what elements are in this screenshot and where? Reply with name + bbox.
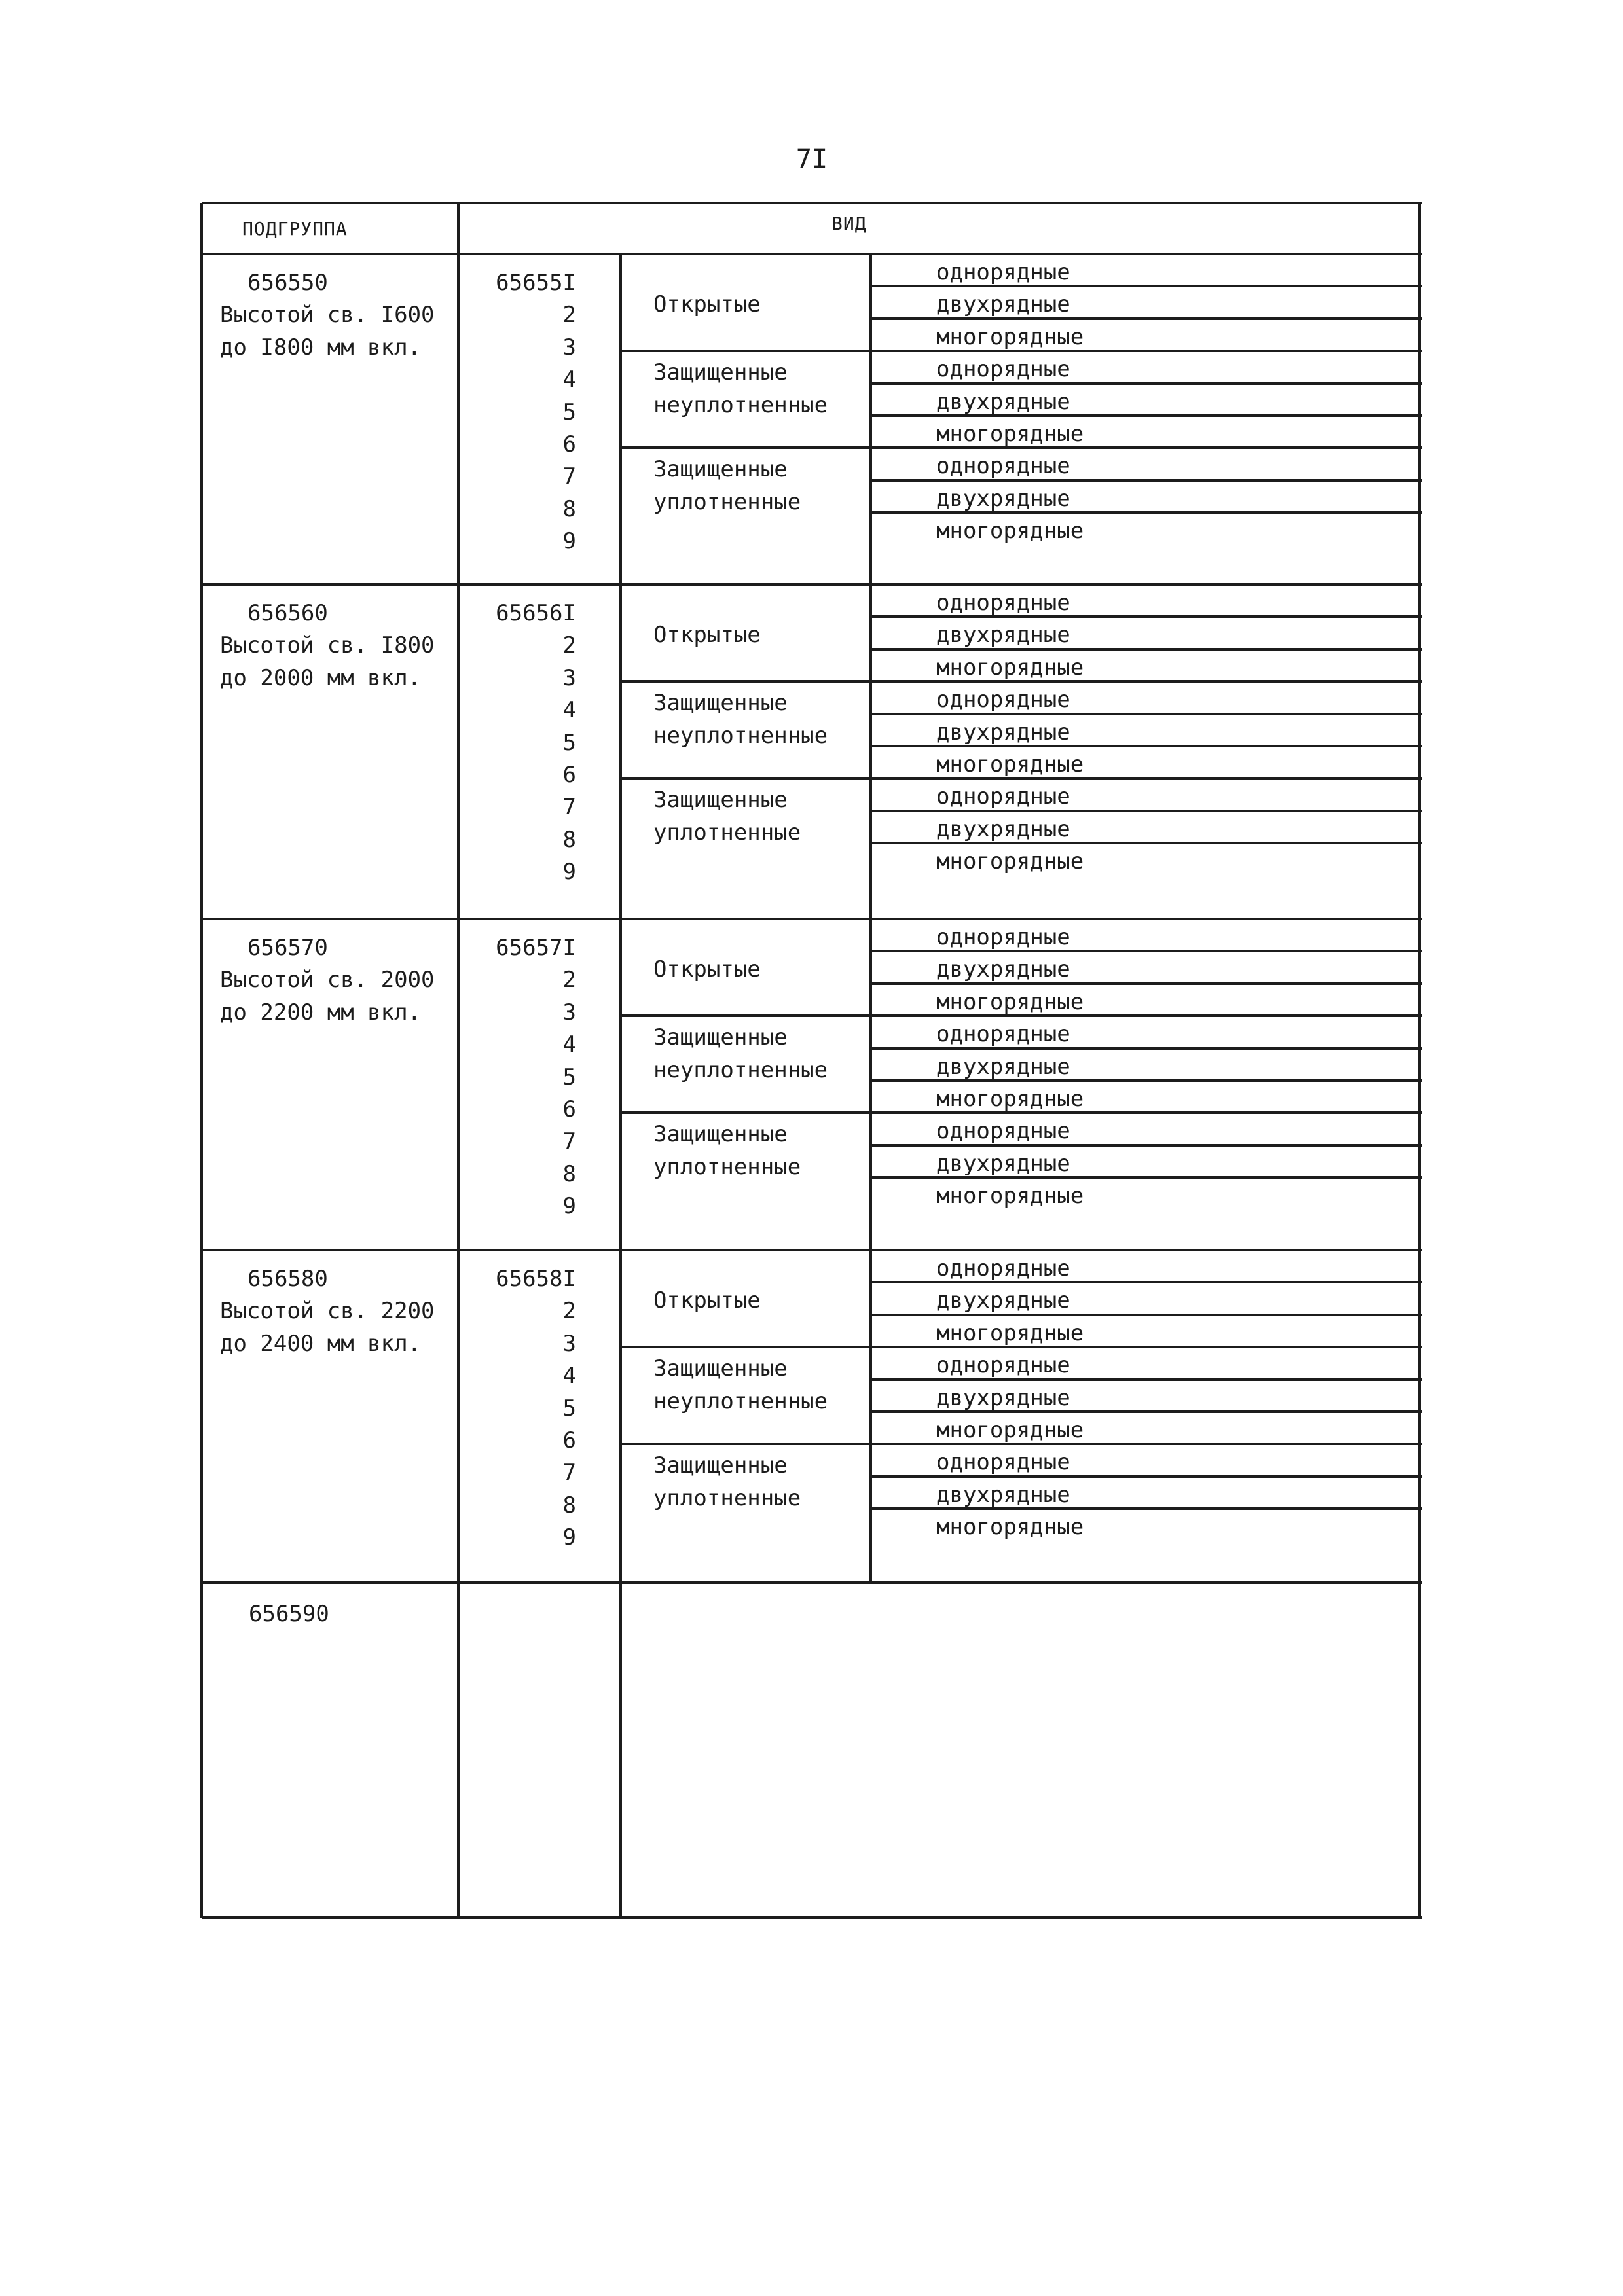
header-kind: ВИД (831, 213, 867, 234)
row-label: двухрядные (936, 1481, 1070, 1508)
type-name-line1: Защищенные (653, 1024, 788, 1051)
row-label: двухрядные (936, 388, 1070, 415)
type-name-line1: Открытые (653, 1287, 761, 1314)
row-label: многорядные (936, 1086, 1084, 1112)
kind-number: 7 (562, 794, 576, 821)
row-separator (871, 1079, 1422, 1082)
kind-number: 2 (562, 967, 576, 994)
row-label: многорядные (936, 988, 1084, 1015)
row-label: двухрядные (936, 1053, 1070, 1080)
row-separator (871, 648, 1422, 651)
type-name-line2: уплотненные (653, 1484, 801, 1511)
row-separator (871, 1144, 1422, 1147)
group-code: 656560 (247, 600, 328, 626)
row-label: однорядные (936, 783, 1070, 810)
row-label: однорядные (936, 1449, 1070, 1476)
column-divider-type (869, 254, 872, 584)
row-separator (871, 810, 1422, 812)
row-label: однорядные (936, 590, 1070, 616)
type-separator (621, 1111, 873, 1114)
type-name-line2: неуплотненные (653, 391, 828, 418)
page-number: 7I (795, 144, 828, 174)
type-name-line2: уплотненные (653, 819, 801, 846)
type-separator (621, 1014, 873, 1017)
type-name-line1: Защищенные (653, 456, 788, 483)
column-divider-type (869, 584, 872, 919)
type-separator (621, 446, 873, 449)
row-label: однорядные (936, 1352, 1070, 1379)
row-label: многорядные (936, 848, 1084, 875)
group-desc-line2: до 2400 мм вкл. (220, 1330, 422, 1357)
row-label: двухрядные (936, 1287, 1070, 1314)
group-desc-line1: Высотой св. 2200 (220, 1298, 435, 1325)
group-desc-line1: Высотой св. I800 (220, 632, 435, 659)
kind-number: 8 (562, 1492, 576, 1518)
type-name-line1: Защищенные (653, 1452, 788, 1479)
kind-number: 8 (562, 826, 576, 853)
row-label: однорядные (936, 1255, 1070, 1282)
row-label: многорядные (936, 1514, 1084, 1541)
group-desc-line2: до 2000 мм вкл. (220, 664, 422, 691)
row-label: двухрядные (936, 291, 1070, 318)
type-name-line1: Защищенные (653, 690, 788, 717)
kind-code: 65657I (496, 935, 576, 961)
row-separator (871, 1378, 1422, 1381)
kind-number: 7 (562, 1460, 576, 1486)
row-label: однорядные (936, 1118, 1070, 1145)
kind-number: 4 (562, 367, 576, 393)
kind-number: 3 (562, 1330, 576, 1357)
row-separator (871, 1475, 1422, 1478)
group-code: 656570 (247, 935, 328, 961)
kind-number: 2 (562, 632, 576, 659)
row-separator (871, 982, 1422, 985)
kind-number: 2 (562, 302, 576, 329)
kind-number: 2 (562, 1298, 576, 1325)
row-separator (871, 1047, 1422, 1050)
row-label: однорядные (936, 1021, 1070, 1048)
group-code: 656550 (247, 270, 328, 296)
group-code: 656580 (247, 1266, 328, 1292)
group-separator (202, 1249, 1422, 1251)
column-divider-type (869, 919, 872, 1250)
row-separator (871, 414, 1422, 417)
group-code-656590: 656590 (249, 1601, 329, 1627)
row-label: многорядные (936, 1417, 1084, 1443)
header-subgroup: ПОДГРУППА (242, 218, 348, 240)
kind-number: 9 (562, 859, 576, 886)
type-name-line1: Защищенные (653, 1121, 788, 1148)
row-label: многорядные (936, 654, 1084, 681)
type-name-line1: Защищенные (653, 787, 788, 814)
group-separator (202, 583, 1422, 586)
row-label: двухрядные (936, 622, 1070, 649)
kind-number: 5 (562, 1064, 576, 1090)
group-desc-line2: до 2200 мм вкл. (220, 999, 422, 1026)
column-divider-subgroup (457, 203, 460, 1918)
group-separator (202, 1581, 1422, 1584)
kind-number: 5 (562, 399, 576, 425)
row-label: многорядные (936, 751, 1084, 778)
kind-number: 4 (562, 697, 576, 724)
row-separator (871, 713, 1422, 715)
row-label: однорядные (936, 687, 1070, 713)
type-separator (621, 350, 873, 352)
header-bottom-border (202, 253, 1422, 255)
table-right-border (1418, 203, 1421, 1918)
kind-number: 8 (562, 1160, 576, 1187)
type-name-line1: Открытые (653, 291, 761, 318)
kind-code: 65656I (496, 600, 576, 626)
row-label: двухрядные (936, 816, 1070, 842)
group-desc-line2: до I800 мм вкл. (220, 334, 422, 361)
group-desc-line1: Высотой св. I600 (220, 302, 435, 329)
row-label: однорядные (936, 259, 1070, 285)
row-label: двухрядные (936, 956, 1070, 983)
row-label: однорядные (936, 924, 1070, 950)
kind-number: 6 (562, 1096, 576, 1122)
type-name-line1: Защищенные (653, 359, 788, 386)
kind-number: 9 (562, 528, 576, 555)
row-label: многорядные (936, 421, 1084, 447)
kind-number: 7 (562, 1128, 576, 1155)
row-label: однорядные (936, 356, 1070, 383)
type-separator (621, 680, 873, 683)
kind-code: 65655I (496, 270, 576, 296)
kind-number: 9 (562, 1193, 576, 1220)
type-name-line1: Защищенные (653, 1355, 788, 1382)
type-separator (621, 1443, 873, 1445)
group-separator (202, 918, 1422, 920)
kind-number: 9 (562, 1524, 576, 1551)
kind-number: 8 (562, 495, 576, 522)
row-label: двухрядные (936, 1384, 1070, 1411)
row-label: многорядные (936, 1319, 1084, 1346)
row-label: двухрядные (936, 485, 1070, 512)
row-label: многорядные (936, 518, 1084, 545)
kind-number: 7 (562, 463, 576, 490)
kind-number: 6 (562, 762, 576, 788)
kind-code: 65658I (496, 1266, 576, 1292)
kind-number: 6 (562, 431, 576, 457)
row-label: многорядные (936, 1183, 1084, 1210)
kind-number: 5 (562, 1395, 576, 1422)
type-name-line2: уплотненные (653, 1153, 801, 1180)
kind-number: 6 (562, 1427, 576, 1454)
type-name-line1: Открытые (653, 622, 761, 649)
kind-number: 5 (562, 729, 576, 756)
type-separator (621, 777, 873, 780)
type-name-line2: уплотненные (653, 488, 801, 515)
row-separator (871, 479, 1422, 482)
kind-number: 4 (562, 1363, 576, 1390)
row-separator (871, 317, 1422, 320)
row-separator (871, 1410, 1422, 1413)
kind-number: 3 (562, 334, 576, 361)
row-label: многорядные (936, 323, 1084, 350)
kind-number: 4 (562, 1031, 576, 1058)
type-name-line2: неуплотненные (653, 1056, 828, 1083)
table-top-border (202, 202, 1422, 204)
table-left-border (200, 203, 203, 1918)
group-desc-line1: Высотой св. 2000 (220, 967, 435, 994)
type-separator (621, 1346, 873, 1348)
row-label: двухрядные (936, 1150, 1070, 1177)
row-separator (871, 745, 1422, 747)
table-bottom-border (202, 1916, 1422, 1919)
row-label: двухрядные (936, 719, 1070, 745)
row-label: однорядные (936, 453, 1070, 480)
type-name-line1: Открытые (653, 956, 761, 983)
column-divider-code (619, 1583, 622, 1918)
column-divider-type (869, 1250, 872, 1583)
kind-number: 3 (562, 664, 576, 691)
row-separator (871, 1314, 1422, 1316)
type-name-line2: неуплотненные (653, 722, 828, 749)
kind-number: 3 (562, 999, 576, 1026)
row-separator (871, 382, 1422, 385)
type-name-line2: неуплотненные (653, 1388, 828, 1414)
